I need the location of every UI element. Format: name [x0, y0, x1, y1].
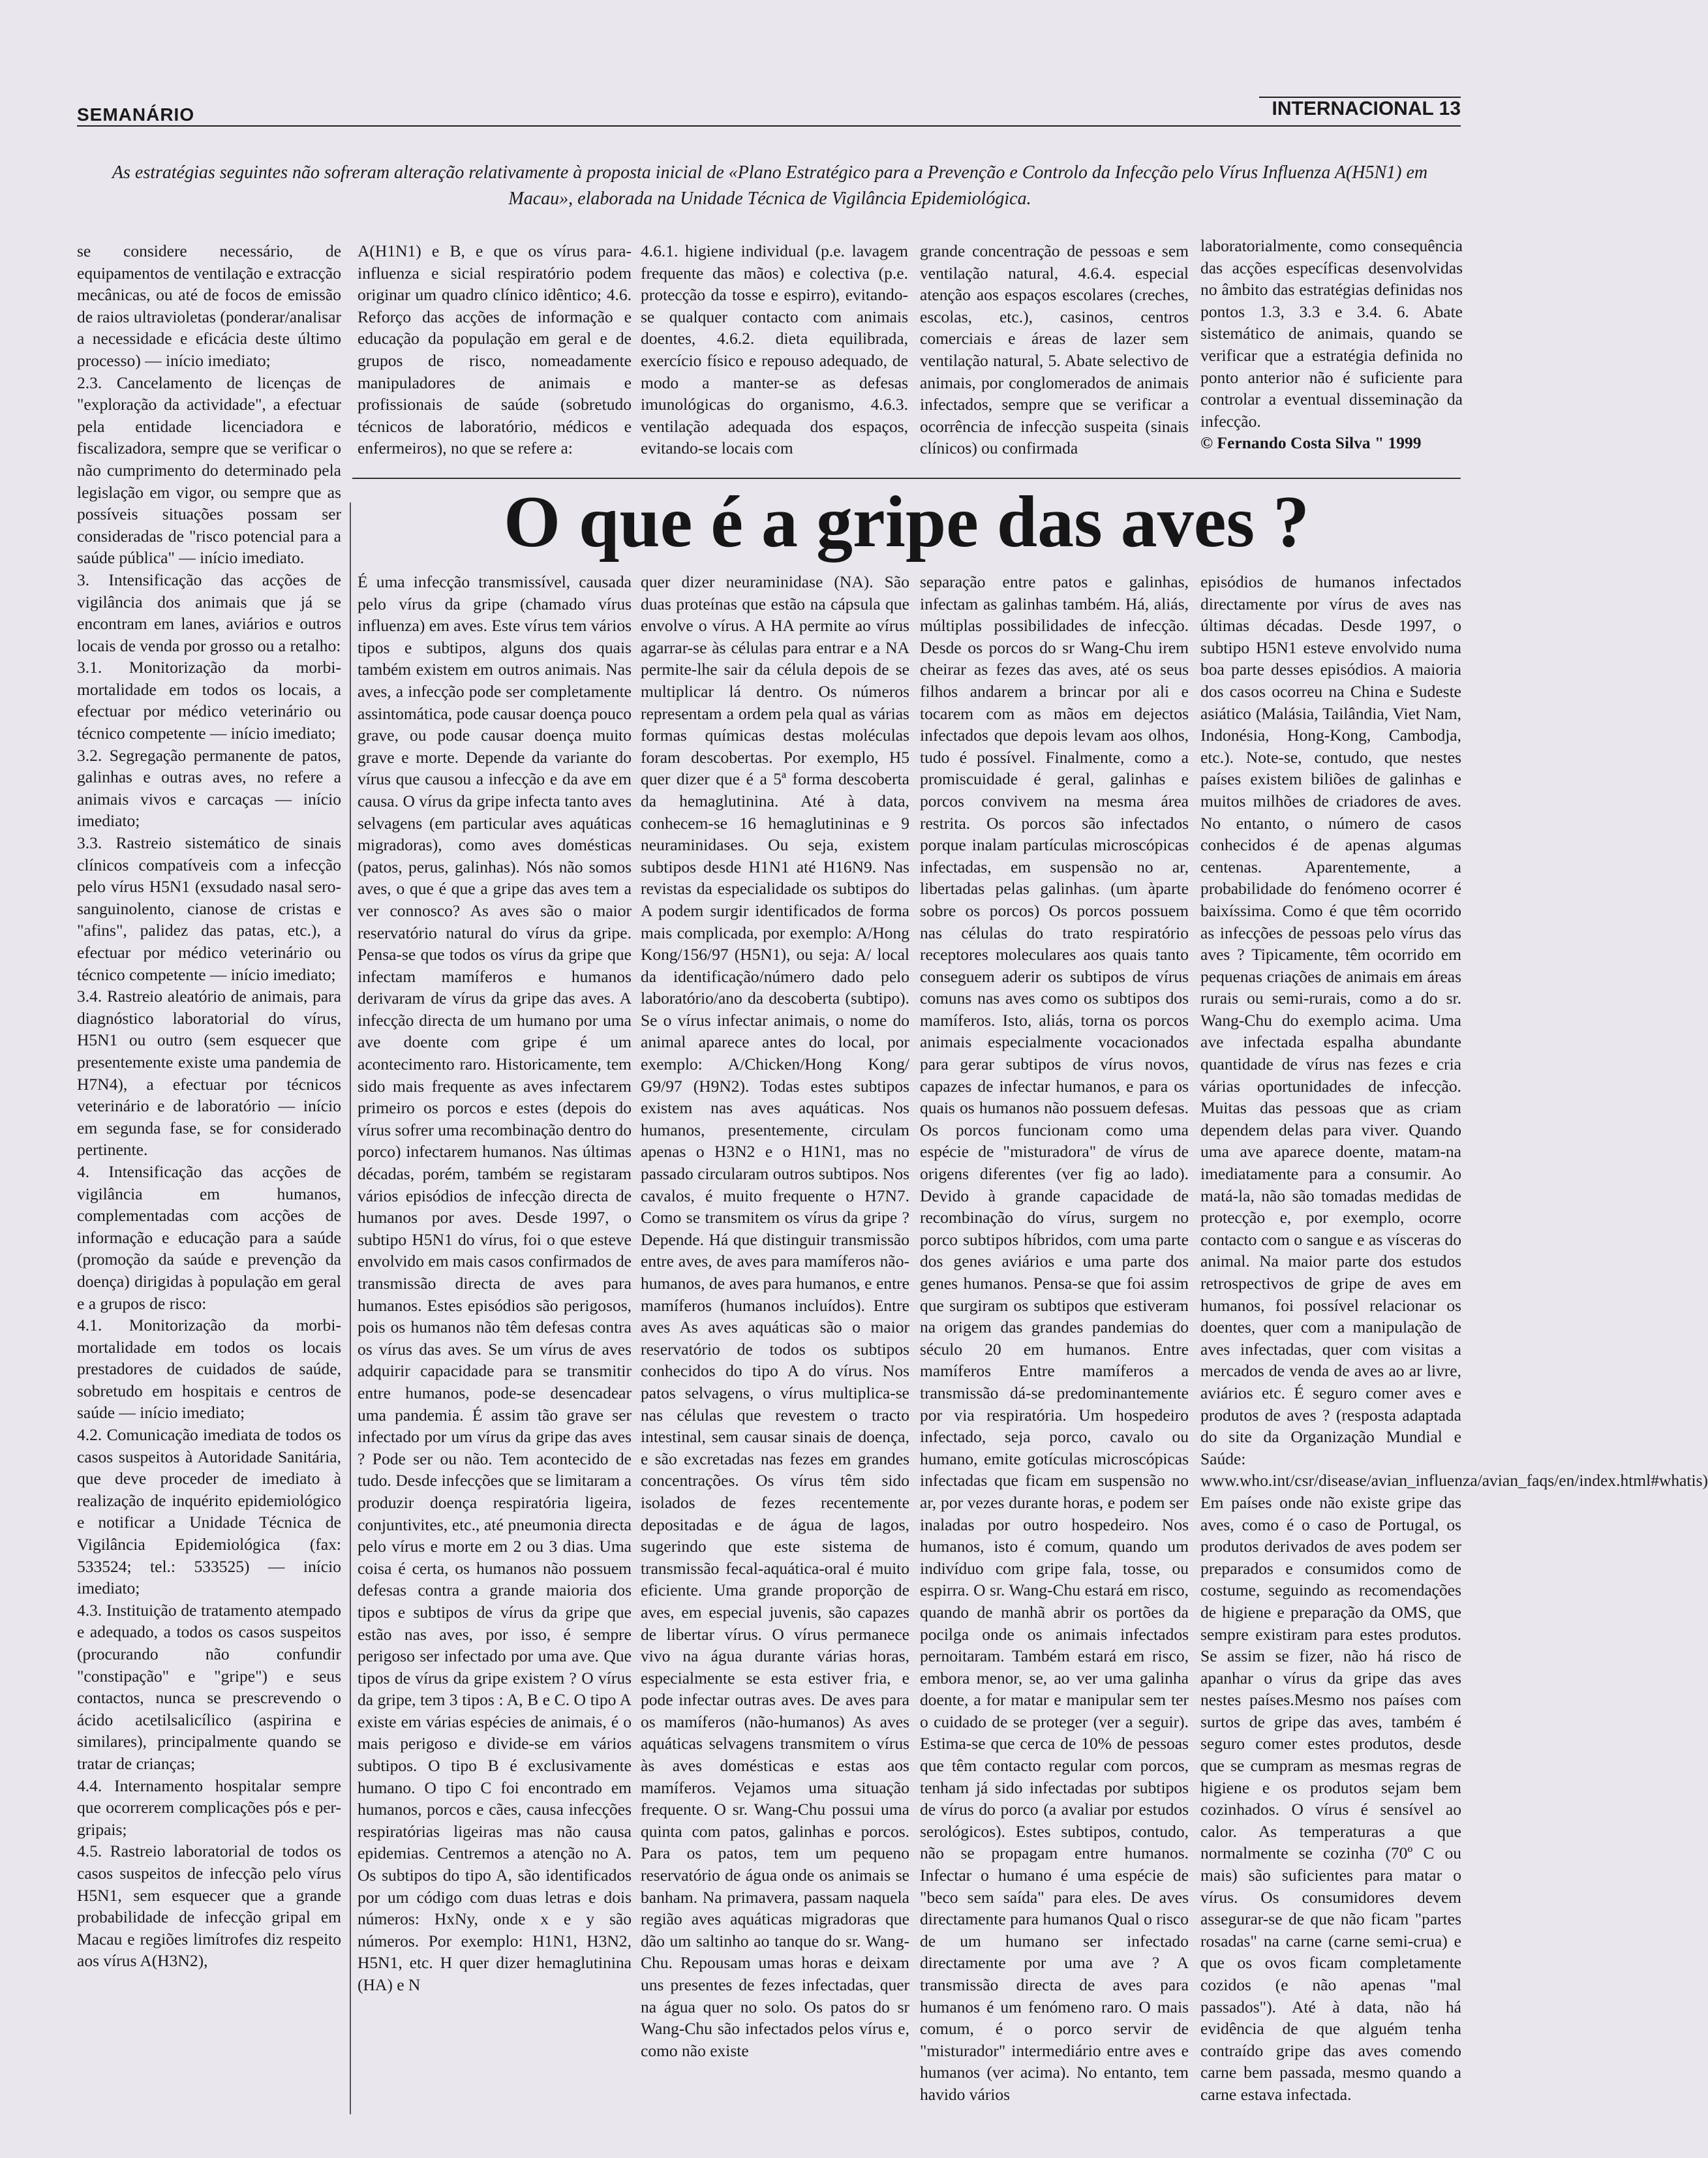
article-column-3: [920, 571, 1189, 2104]
article-text: episódios de humanos infectados directamente por vírus de aves nas últimas décadas. Desde 1997, o subtipo H5N1 esteve envolvido numa boa parte desses episódios. A maioria dos casos ocorreu na China e Sudeste asiático (Malásia, Tailândia, Viet Nam, Indonésia, Hong-Kong, Cambodja, etc.). Note-se, contudo, que nestes países existem biliões de galinhas e muitos milhões de criadores de aves. No entanto, o número de casos conhecidos é de apenas algumas centenas. Aparentemente, a probabilidade do fenómeno ocorrer é baixíssima. Como é que têm ocorrido as infecções de pessoas pelo vírus das aves ? Tipicamente, têm ocorrido em pequenas criações de animais em áreas rurais ou semi-rurais, como a do sr. Wang-Chu do exemplo acima. Uma ave infectada espalha abundante quantidade de vírus nas fezes e cria várias oportunidades de infecção. Muitas das pessoas que as criam dependem delas para viver. Quando uma ave aparece doente, matam-na imediatamente para a consumir. Ao matá-la, não são tomadas medidas de protecção e, por exemplo, ocorre contacto com o sangue e as vísceras do animal. Na maior parte dos estudos retrospectivos de gripe de aves em humanos, foi possível relacionar os doentes, quer com a manipulação de aves infectadas, quer com visitas a mercados de venda de aves ao ar livre, aviários etc. É seguro comer aves e produtos de aves ? (resposta adaptada do site da Organização Mundial e Saúde: www.who.int/csr/disease/avian_influenza/avian_faqs/en/index.html#whatis) Em países onde não existe gripe das aves, como é o caso de Portugal, os produtos derivados de aves podem ser preparados e consumidos como de costume, seguindo as recomendações de higiene e preparação da OMS, que sempre existiram para estes produtos. Se assim se fizer, não há risco de apanhar o vírus da gripe das aves nestes países.Mesmo nos países com surtos de gripe das aves, também é seguro comer estes produtos, desde que se cumpram as mesmas regras de higiene e os produtos sejam bem cozinhados. O vírus é sensível ao calor. As temperaturas a que normalmente se cozinha (70º C ou mais) são suficientes para matar o vírus. Os consumidores devem assegurar-se de que não ficam "partes rosadas" na carne (carne semi-crua) e que os ovos ficam completamente cozidos (e não apenas "mal passados"). Até à data, não há evidência de que alguém tenha contraído gripe das aves comendo carne bem passada, mesmo quando a carne estava infectada.: [1200, 572, 1708, 2104]
strategy-upper-column-3: [641, 240, 908, 476]
headline-rule: [352, 478, 1461, 479]
strategy-item: 4.4. Internamento hospitalar sempre que ocorrerem complicações pós e per-gripais;: [77, 1776, 341, 1839]
section-page-label: INTERNACIONAL 13: [1272, 98, 1461, 119]
article-headline: O que é a gripe das aves ?: [503, 482, 1310, 563]
strategy-item: 4.1. Monitorização da morbi-mortalidade em todos os locais prestadores de cuidados de saúde, sobretudo em hospitais e centros de saúde — início imediato;: [77, 1316, 341, 1423]
article-column-1: [358, 571, 632, 2085]
strategy-item: 3.4. Rastreio aleatório de animais, para diagnóstico laboratorial do vírus, H5N1 ou outro (sem esquecer que presentemente existe uma pandemia de H7N4), a efectuar por técnicos veterinário e de laboratório — início em segunda fase, se for considerado pertinente.: [77, 987, 341, 1160]
strategy-text: 4.6.1. higiene individual (p.e. lavagem frequente das mãos) e colectiva (p.e. protecção da tosse e espirro), evitando-se qualquer contacto com animais doentes, 4.6.2. dieta equilibrada, exercício físico e repouso adequado, de modo a manter-se as defesas imunológicas do organismo, 4.6.3. ventilação adequada dos espaços, evitando-se locais com: [641, 241, 908, 458]
strategy-text: laboratorialmente, como consequência das acções específicas desenvolvidas no âmbito das estratégias definidas nos pontos 1.3, 3.3 e 3.4. 6. Abate sistemático de animais, quando se verificar que a estratégia definida no ponto anterior não é suficiente para controlar a eventual disseminação da infecção.: [1200, 236, 1463, 431]
strategy-item: 2.3. Cancelamento de licenças de "exploração da actividade", a efectuar pela entidade licenciadora e fiscalizadora, sempre que se verificar o não cumprimento do determinado pela legislação em vigor, ou sempre que as possíveis situações possam ser consideradas de "risco potencial para a saúde pública" — início imediato.: [77, 373, 341, 568]
article-column-4: [1200, 571, 1708, 2104]
strategy-text: A(H1N1) e B, e que os vírus para-influenza e sicial respiratório podem originar um quadro clínico idêntico; 4.6. Reforço das acções de informação e educação da população em geral e de grupos de risco, nomeadamente manipuladores de animais e profissionais de saúde (sobretudo técnicos de laboratório, médicos e enfermeiros), no que se refere a:: [358, 241, 632, 458]
column-separator: [350, 502, 351, 2114]
strategy-left-column: [77, 240, 341, 2106]
publication-name: SEMANÁRIO: [77, 104, 195, 125]
strategy-item: 4.5. Rastreio laboratorial de todos os casos suspeitos de infecção pelo vírus H5N1, sem esquecer que a grande probabilidade de infecção gripal em Macau e regiões limítrofes diz respeito aos vírus A(H3N2),: [77, 1842, 341, 1971]
strategy-item: 3. Intensificação das acções de vigilância dos animais que já se encontram em lanes, aviários e outros locais de venda por grosso ou a retalho:: [77, 570, 341, 655]
strategy-upper-column-2: [358, 240, 632, 476]
strategy-item: 4.3. Instituição de tratamento atempado e adequado, a todos os casos suspeitos (procurando não confundir "constipação" e "gripe") e seus contactos, nunca se prescrevendo o ácido acetilsalicílico (aspirina e similares), principalmente quando se tratar de crianças;: [77, 1600, 341, 1773]
strategy-item: 3.1. Monitorização da morbi-mortalidade em todos os locais, a efectuar por médico veterinário ou técnico competente — início imediato;: [77, 658, 341, 743]
article-text: quer dizer neuraminidase (NA). São duas proteínas que estão na cápsula que envolve o vírus. A HA permite ao vírus agarrar-se às células para entrar e a NA permite-lhe sair da célula depois de se multiplicar lá dentro. Os números representam a ordem pela qual as várias formas químicas destas moléculas foram descobertas. Por exemplo, H5 quer dizer que é a 5ª forma descoberta da hemaglutinina. Até à data, conhecem-se 16 hemaglutininas e 9 neuraminidases. Ou seja, existem subtipos desde H1N1 até H16N9. Nas revistas da especialidade os subtipos do A podem surgir identificados de forma mais complicada, por exemplo: A/Hong Kong/156/97 (H5N1), ou seja: A/ local da identificação/número dado pelo laboratório/ano da descoberta (subtipo). Se o vírus infectar animais, o nome do animal aparece antes do local, por exemplo: A/Chicken/Hong Kong/ G9/97 (H9N2). Todas estes subtipos existem nas aves aquáticas. Nos humanos, presentemente, circulam apenas o H3N2 e o H1N1, mas no passado circularam outros subtipos. Nos cavalos, é muito frequente o H7N7. Como se transmitem os vírus da gripe ? Depende. Há que distinguir transmissão entre aves, de aves para mamíferos não-humanos, de aves para humanos, e entre mamíferos (humanos incluídos). Entre aves As aves aquáticas são o maior reservatório de todos os subtipos conhecidos do tipo A do vírus. Nos patos selvagens, o vírus multiplica-se nas células que revestem o tracto intestinal, sem causar sinais de doença, e são excretadas nas fezes em grandes concentrações. Os vírus têm sido isolados de fezes recentemente depositadas e de água de lagos, sugerindo que este sistema de transmissão fecal-aquática-oral é muito eficiente. Uma grande proporção de aves, em especial juvenis, são capazes de libertar vírus. O vírus permanece vivo na água durante várias horas, especialmente se esta estiver fria, e pode infectar outras aves. De aves para os mamíferos (não-humanos) As aves aquáticas selvagens transmitem o vírus às aves domésticas e estas aos mamíferos. Vejamos uma situação frequente. O sr. Wang-Chu possui uma quinta com patos, galinhas e porcos. Para os patos, tem um pequeno reservatório de água onde os animais se banham. Na primavera, passam naquela região aves aquáticas migradoras que dão um saltinho ao tanque do sr. Wang-Chu. Repousam umas horas e deixam uns presentes de fezes infectadas, quer na água quer no solo. Os patos do sr Wang-Chu são infectados pelos vírus e, como não existe: [641, 572, 909, 2060]
strategy-upper-column-5: [1200, 235, 1463, 476]
strategy-item: 4. Intensificação das acções de vigilância em humanos, complementadas com acções de informação e educação para a saúde (promoção da saúde e prevenção da doença) dirigidas à população em geral e a grupos de risco:: [77, 1162, 341, 1313]
strategy-item: 3.2. Segregação permanente de patos, galinhas e outras aves, no refere a animais vivos e carcaças — início imediato;: [77, 745, 341, 831]
strategy-upper-column-4: [920, 240, 1189, 476]
strategy-text: grande concentração de pessoas e sem ventilação natural, 4.6.4. especial atenção aos espaços escolares (creches, escolas, etc.), casinos, centros comerciais e áreas de lazer sem ventilação natural, 5. Abate selectivo de animais, por conglomerados de animais infectados, sempre que se verificar a ocorrência de infecção suspeita (sinais clínicos) ou confirmada: [920, 241, 1189, 458]
article-column-2: [641, 571, 909, 2085]
strategy-item: 3.3. Rastreio sistemático de sinais clínicos compatíveis com a infecção pelo vírus H5N1 (exsudado nasal sero-sanguinolento, cianose de cristas e "afins", palidez das patas, etc.), a efectuar por médico veterinário ou técnico competente — início imediato;: [77, 833, 341, 984]
strategy-item: se considere necessário, de equipamentos de ventilação e extracção mecânicas, ou até de focos de emissão de raios ultravioletas (ponderar/analisar a necessidade e eficácia deste último processo) — início imediato;: [77, 241, 341, 370]
article-text: É uma infecção transmissível, causada pelo vírus da gripe (chamado vírus influenza) em aves. Este vírus tem vários tipos e subtipos, alguns dos quais também existem em outros animais. Nas aves, a infecção pode ser completamente assintomática, pode causar doença pouco grave, ou pode causar doença muito grave e morte. Depende da variante do vírus que causou a infecção e da ave em causa. O vírus da gripe infecta tanto aves selvagens (em particular aves aquáticas migradoras), como aves domésticas (patos, perus, galinhas). Nós não somos aves, o que é que a gripe das aves tem a ver connosco? As aves são o maior reservatório natural do vírus da gripe. Pensa-se que todos os vírus da gripe que infectam mamíferos e humanos derivaram de vírus da gripe das aves. A infecção directa de um humano por uma ave doente com gripe é um acontecimento raro. Historicamente, tem sido mais frequente as aves infectarem primeiro os porcos e estes (depois do vírus sofrer uma recombinação dentro do porco) infectarem humanos. Nas últimas décadas, porém, também se registaram vários episódios de infecção directa de humanos por aves. Desde 1997, o subtipo H5N1 do vírus, foi o que esteve envolvido em mais casos confirmados de transmissão directa de aves para humanos. Estes episódios são perigosos, pois os humanos não têm defesas contra os vírus das aves. Se um vírus de aves adquirir capacidade para se transmitir entre humanos, pode-se desencadear uma pandemia. É assim tão grave ser infectado por um vírus da gripe das aves ? Pode ser ou não. Tem acontecido de tudo. Desde infecções que se limitaram a produzir doença respiratória ligeira, conjuntivites, etc., até pneumonia directa pelo vírus e morte em 2 ou 3 dias. Uma coisa é certa, os humanos não possuem defesas contra a grande maioria dos tipos e subtipos de vírus da gripe que estão nas aves, por isso, é sempre perigoso ser infectado por uma ave. Que tipos de vírus da gripe existem ? O vírus da gripe, tem 3 tipos : A, B e C. O tipo A existe em várias espécies de animais, é o mais perigoso e divide-se em vários subtipos. O tipo B é exclusivamente humano. O tipo C foi encontrado em humanos, porcos e cães, causa infecções respiratórias ligeiras mas não causa epidemias. Centremos a atenção no A. Os subtipos do tipo A, são identificados por um código com duas letras e dois números: HxNy, onde x e y são números. Por exemplo: H1N1, H3N2, H5N1, etc. H quer dizer hemaglutinina (HA) e N: [358, 572, 632, 1994]
strategy-item: 4.2. Comunicação imediata de todos os casos suspeitos à Autoridade Sanitária, que deve proceder de imediato à realização de inquérito epidemiológico e notificar a Unidade Técnica de Vigilância Epidemiológica (fax: 533524; tel.: 533525) — início imediato;: [77, 1425, 341, 1598]
article-text: separação entre patos e galinhas, infectam as galinhas também. Há, aliás, múltiplas possibilidades de infecção. Desde os porcos do sr Wang-Chu irem cheirar as fezes das aves, até os seus filhos andarem a brincar por ali e tocarem com as mãos em dejectos infectados que depois levam aos olhos, tudo é possível. Finalmente, como a promiscuidade é geral, galinhas e porcos convivem na mesma área restrita. Os porcos são infectados porque inalam partículas microscópicas infectadas, em suspensão no ar, libertadas pelas galinhas. (um àparte sobre os porcos) Os porcos possuem nas células do trato respiratório receptores moleculares aos quais tanto conseguem aderir os subtipos de vírus comuns nas aves como os subtipos dos mamíferos. Isto, aliás, torna os porcos animais especialmente vocacionados para gerar subtipos de vírus novos, capazes de infectar humanos, e para os quais os humanos não possuem defesas. Os porcos funcionam como uma espécie de "misturadora" de vírus de origens diferentes (ver fig ao lado). Devido à grande capacidade de recombinação do vírus, surgem no porco subtipos híbridos, com uma parte dos genes aviários e uma parte dos genes humanos. Pensa-se que foi assim que surgiram os subtipos que estiveram na origem das grandes pandemias do século 20 em humanos. Entre mamíferos Entre mamíferos a transmissão dá-se predominantemente por via respiratória. Um hospedeiro infectado, seja porco, cavalo ou humano, emite gotículas microscópicas infectadas que ficam em suspensão no ar, por vezes durante horas, e podem ser inaladas por outro hospedeiro. Nos humanos, isto é comum, quando um indivíduo com gripe fala, tosse, ou espirra. O sr. Wang-Chu estará em risco, quando de manhã abrir os portões da pocilga onde os animais infectados pernoitaram. Também estará em risco, embora menor, se, ao ver uma galinha doente, a for matar e manipular sem ter o cuidado de se proteger (ver a seguir). Estima-se que cerca de 10% de pessoas que têm contacto regular com porcos, tenham já sido infectadas por subtipos de vírus do porco (a avaliar por estudos serológicos). Estes subtipos, contudo, não se propagam entre humanos. Infectar o humano é uma espécie de "beco sem saída" para eles. De aves directamente para humanos Qual o risco de um humano ser infectado directamente por uma ave ? A transmissão directa de aves para humanos é um fenómeno raro. O mais comum, é o porco servir de "misturador" intermediário entre aves e humanos (ver acima). No entanto, tem havido vários: [920, 572, 1189, 2104]
author-credit: © Fernando Costa Silva " 1999: [1200, 433, 1422, 453]
header-rule: [77, 125, 1461, 127]
intro-paragraph: As estratégias seguintes não sofreram alteração relativamente à proposta inicial de «Plano Estratégico para a Prevenção e Controlo da Infecção pelo Vírus Influenza A(H5N1) em Macau», elaborada na Unidade Técnica de Vigilância Epidemiológica.: [112, 162, 1428, 209]
